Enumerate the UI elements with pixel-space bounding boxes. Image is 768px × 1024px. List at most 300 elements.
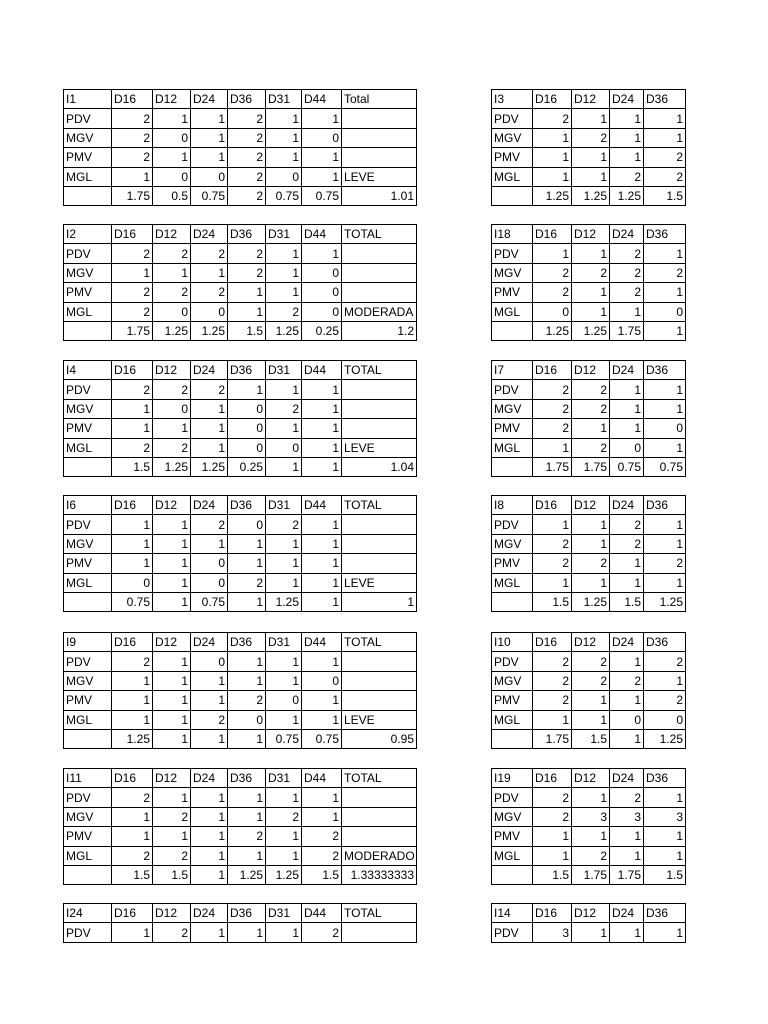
row-label-cell[interactable]: PDV: [492, 244, 533, 263]
column-header-cell[interactable]: D36: [644, 769, 686, 788]
data-cell[interactable]: 1: [112, 399, 153, 418]
data-cell[interactable]: 1: [644, 534, 686, 553]
data-cell[interactable]: 0: [302, 128, 342, 147]
data-cell[interactable]: 1: [572, 788, 610, 807]
column-header-cell[interactable]: D24: [610, 904, 644, 923]
data-cell[interactable]: 1: [191, 671, 228, 690]
column-header-cell[interactable]: I18: [492, 225, 533, 244]
data-cell[interactable]: 1: [610, 554, 644, 573]
data-cell[interactable]: 1: [610, 419, 644, 438]
data-cell[interactable]: 2: [533, 691, 572, 710]
row-label-cell[interactable]: PMV: [492, 827, 533, 846]
data-cell[interactable]: 1: [302, 399, 342, 418]
data-cell[interactable]: 1: [112, 710, 153, 729]
column-header-cell[interactable]: D24: [191, 90, 228, 109]
column-header-cell[interactable]: D12: [572, 769, 610, 788]
data-cell[interactable]: 1: [644, 283, 686, 302]
average-cell[interactable]: 1.2: [342, 321, 417, 340]
data-cell[interactable]: 2: [572, 671, 610, 690]
data-cell[interactable]: 1: [572, 710, 610, 729]
average-cell[interactable]: 1.5: [302, 865, 342, 884]
column-header-cell[interactable]: D36: [644, 904, 686, 923]
data-cell[interactable]: 2: [533, 419, 572, 438]
data-cell[interactable]: 2: [153, 807, 191, 826]
column-header-cell[interactable]: TOTAL: [342, 769, 417, 788]
row-label-cell[interactable]: PDV: [64, 923, 112, 942]
data-cell[interactable]: [342, 691, 417, 710]
data-cell[interactable]: 1: [153, 788, 191, 807]
data-cell[interactable]: 0: [533, 302, 572, 321]
row-label-cell[interactable]: [64, 729, 112, 748]
data-cell[interactable]: 1: [153, 263, 191, 282]
data-cell[interactable]: 3: [533, 923, 572, 942]
data-cell[interactable]: 1: [610, 827, 644, 846]
data-cell[interactable]: 1: [302, 807, 342, 826]
data-cell[interactable]: 0: [302, 671, 342, 690]
row-label-cell[interactable]: [492, 457, 533, 476]
data-cell[interactable]: 2: [228, 109, 266, 128]
data-cell[interactable]: 2: [191, 380, 228, 399]
row-label-cell[interactable]: PMV: [64, 554, 112, 573]
row-label-cell[interactable]: PMV: [64, 419, 112, 438]
column-header-cell[interactable]: D16: [112, 633, 153, 652]
average-cell[interactable]: 0.75: [302, 729, 342, 748]
data-cell[interactable]: 1: [112, 671, 153, 690]
data-cell[interactable]: 1: [191, 788, 228, 807]
data-cell[interactable]: 1: [266, 380, 302, 399]
column-header-cell[interactable]: D44: [302, 496, 342, 515]
data-cell[interactable]: 2: [610, 167, 644, 186]
data-cell[interactable]: 1: [644, 573, 686, 592]
row-label-cell[interactable]: PDV: [492, 380, 533, 399]
data-cell[interactable]: 2: [112, 109, 153, 128]
data-cell[interactable]: 0: [266, 167, 302, 186]
row-label-cell[interactable]: [492, 321, 533, 340]
data-cell[interactable]: 1: [302, 380, 342, 399]
data-cell[interactable]: 2: [112, 283, 153, 302]
data-cell[interactable]: 1: [644, 399, 686, 418]
row-label-cell[interactable]: PDV: [492, 652, 533, 671]
data-cell[interactable]: 1: [266, 263, 302, 282]
data-cell[interactable]: 0: [644, 302, 686, 321]
data-cell[interactable]: 1: [191, 438, 228, 457]
row-label-cell[interactable]: MGV: [492, 128, 533, 147]
data-cell[interactable]: 1: [266, 846, 302, 865]
data-cell[interactable]: 2: [644, 148, 686, 167]
row-label-cell[interactable]: PMV: [492, 148, 533, 167]
average-cell[interactable]: 1: [191, 865, 228, 884]
column-header-cell[interactable]: D12: [153, 496, 191, 515]
data-cell[interactable]: 1: [302, 419, 342, 438]
row-label-cell[interactable]: [64, 321, 112, 340]
data-cell[interactable]: 1: [572, 283, 610, 302]
data-cell[interactable]: 1: [191, 923, 228, 942]
data-cell[interactable]: 0: [228, 710, 266, 729]
data-cell[interactable]: 1: [153, 710, 191, 729]
data-cell[interactable]: 1: [191, 399, 228, 418]
data-cell[interactable]: 0: [302, 283, 342, 302]
column-header-cell[interactable]: D12: [153, 633, 191, 652]
data-cell[interactable]: 1: [191, 534, 228, 553]
data-cell[interactable]: 1: [112, 534, 153, 553]
average-cell[interactable]: 1: [342, 592, 417, 611]
column-header-cell[interactable]: D44: [302, 633, 342, 652]
data-cell[interactable]: 1: [302, 691, 342, 710]
column-header-cell[interactable]: I2: [64, 225, 112, 244]
data-cell[interactable]: 1: [302, 573, 342, 592]
data-cell[interactable]: 0: [610, 710, 644, 729]
data-cell[interactable]: 2: [644, 554, 686, 573]
data-cell[interactable]: 0: [153, 167, 191, 186]
row-label-cell[interactable]: MGL: [492, 846, 533, 865]
data-cell[interactable]: 0: [153, 399, 191, 418]
row-label-cell[interactable]: MGV: [492, 399, 533, 418]
data-cell[interactable]: 1: [302, 438, 342, 457]
data-cell[interactable]: 2: [572, 263, 610, 282]
column-header-cell[interactable]: D12: [572, 90, 610, 109]
column-header-cell[interactable]: D44: [302, 769, 342, 788]
column-header-cell[interactable]: D24: [191, 225, 228, 244]
row-label-cell[interactable]: MGV: [492, 534, 533, 553]
data-cell[interactable]: 2: [191, 283, 228, 302]
average-cell[interactable]: 1: [644, 321, 686, 340]
row-label-cell[interactable]: PDV: [64, 652, 112, 671]
data-cell[interactable]: 1: [302, 167, 342, 186]
data-cell[interactable]: 2: [302, 827, 342, 846]
average-cell[interactable]: 1.5: [112, 457, 153, 476]
data-cell[interactable]: 2: [533, 788, 572, 807]
average-cell[interactable]: 2: [228, 186, 266, 205]
data-cell[interactable]: 1: [302, 554, 342, 573]
row-label-cell[interactable]: [64, 457, 112, 476]
data-cell[interactable]: 2: [153, 283, 191, 302]
data-cell[interactable]: 2: [610, 283, 644, 302]
data-cell[interactable]: 1: [533, 827, 572, 846]
average-cell[interactable]: 0.75: [610, 457, 644, 476]
data-cell[interactable]: [342, 827, 417, 846]
data-cell[interactable]: [342, 283, 417, 302]
column-header-cell[interactable]: I4: [64, 361, 112, 380]
average-cell[interactable]: 1.33333333: [342, 865, 417, 884]
row-label-cell[interactable]: MGV: [492, 807, 533, 826]
data-cell[interactable]: [342, 380, 417, 399]
data-cell[interactable]: [342, 807, 417, 826]
data-cell[interactable]: 2: [644, 652, 686, 671]
data-cell[interactable]: 1: [191, 419, 228, 438]
data-cell[interactable]: 1: [191, 691, 228, 710]
data-cell[interactable]: 1: [266, 827, 302, 846]
data-cell[interactable]: 1: [572, 167, 610, 186]
data-cell[interactable]: 0: [266, 691, 302, 710]
data-cell[interactable]: [342, 534, 417, 553]
column-header-cell[interactable]: D12: [153, 90, 191, 109]
average-cell[interactable]: 1.75: [533, 729, 572, 748]
average-cell[interactable]: 1.5: [533, 865, 572, 884]
column-header-cell[interactable]: TOTAL: [342, 496, 417, 515]
data-cell[interactable]: 2: [644, 263, 686, 282]
column-header-cell[interactable]: D12: [572, 633, 610, 652]
column-header-cell[interactable]: D12: [153, 361, 191, 380]
column-header-cell[interactable]: D12: [572, 361, 610, 380]
data-cell[interactable]: 1: [153, 109, 191, 128]
data-cell[interactable]: 3: [644, 807, 686, 826]
data-cell[interactable]: 0: [191, 167, 228, 186]
data-cell[interactable]: 1: [610, 846, 644, 865]
row-label-cell[interactable]: MGL: [492, 573, 533, 592]
row-label-cell[interactable]: MGL: [64, 846, 112, 865]
data-cell[interactable]: 2: [533, 263, 572, 282]
column-header-cell[interactable]: I3: [492, 90, 533, 109]
row-label-cell[interactable]: MGL: [492, 167, 533, 186]
average-cell[interactable]: 1.5: [572, 729, 610, 748]
average-cell[interactable]: 1.5: [644, 865, 686, 884]
data-cell[interactable]: LEVE: [342, 438, 417, 457]
row-label-cell[interactable]: [492, 186, 533, 205]
data-cell[interactable]: 2: [572, 554, 610, 573]
row-label-cell[interactable]: PMV: [492, 419, 533, 438]
data-cell[interactable]: 2: [533, 399, 572, 418]
data-cell[interactable]: 1: [112, 419, 153, 438]
data-cell[interactable]: 0: [610, 438, 644, 457]
data-cell[interactable]: 2: [228, 827, 266, 846]
data-cell[interactable]: 1: [228, 846, 266, 865]
data-cell[interactable]: 1: [266, 652, 302, 671]
data-cell[interactable]: 1: [302, 515, 342, 534]
average-cell[interactable]: 1.75: [572, 865, 610, 884]
row-label-cell[interactable]: [64, 865, 112, 884]
column-header-cell[interactable]: D31: [266, 633, 302, 652]
column-header-cell[interactable]: I14: [492, 904, 533, 923]
data-cell[interactable]: 1: [533, 438, 572, 457]
data-cell[interactable]: 1: [112, 691, 153, 710]
row-label-cell[interactable]: [492, 865, 533, 884]
average-cell[interactable]: 0.75: [302, 186, 342, 205]
data-cell[interactable]: 1: [610, 148, 644, 167]
data-cell[interactable]: 0: [191, 573, 228, 592]
data-cell[interactable]: 1: [266, 923, 302, 942]
data-cell[interactable]: 2: [302, 923, 342, 942]
average-cell[interactable]: 0.25: [302, 321, 342, 340]
data-cell[interactable]: 2: [153, 923, 191, 942]
column-header-cell[interactable]: D16: [112, 225, 153, 244]
column-header-cell[interactable]: TOTAL: [342, 633, 417, 652]
data-cell[interactable]: 1: [191, 827, 228, 846]
average-cell[interactable]: 1.25: [191, 321, 228, 340]
data-cell[interactable]: 3: [610, 807, 644, 826]
column-header-cell[interactable]: I1: [64, 90, 112, 109]
data-cell[interactable]: 1: [610, 652, 644, 671]
column-header-cell[interactable]: D36: [644, 633, 686, 652]
row-label-cell[interactable]: PDV: [64, 244, 112, 263]
data-cell[interactable]: 1: [302, 534, 342, 553]
row-label-cell[interactable]: [64, 592, 112, 611]
data-cell[interactable]: [342, 419, 417, 438]
data-cell[interactable]: 2: [112, 244, 153, 263]
column-header-cell[interactable]: D16: [112, 496, 153, 515]
average-cell[interactable]: 1.75: [610, 865, 644, 884]
data-cell[interactable]: 2: [228, 244, 266, 263]
data-cell[interactable]: 1: [572, 419, 610, 438]
data-cell[interactable]: 1: [572, 534, 610, 553]
data-cell[interactable]: 1: [112, 923, 153, 942]
data-cell[interactable]: 1: [112, 554, 153, 573]
column-header-cell[interactable]: D16: [112, 361, 153, 380]
average-cell[interactable]: 1.25: [610, 186, 644, 205]
column-header-cell[interactable]: D12: [153, 225, 191, 244]
data-cell[interactable]: 2: [572, 652, 610, 671]
data-cell[interactable]: 1: [572, 827, 610, 846]
data-cell[interactable]: 2: [191, 244, 228, 263]
column-header-cell[interactable]: D36: [228, 496, 266, 515]
data-cell[interactable]: 2: [153, 438, 191, 457]
average-cell[interactable]: 1: [610, 729, 644, 748]
column-header-cell[interactable]: I7: [492, 361, 533, 380]
average-cell[interactable]: 1.75: [112, 186, 153, 205]
average-cell[interactable]: 1.25: [533, 321, 572, 340]
data-cell[interactable]: 2: [153, 380, 191, 399]
row-label-cell[interactable]: MGV: [64, 128, 112, 147]
row-label-cell[interactable]: MGV: [64, 399, 112, 418]
average-cell[interactable]: 1: [228, 592, 266, 611]
column-header-cell[interactable]: D44: [302, 361, 342, 380]
average-cell[interactable]: 1: [153, 729, 191, 748]
row-label-cell[interactable]: PMV: [64, 283, 112, 302]
data-cell[interactable]: 1: [228, 671, 266, 690]
data-cell[interactable]: 1: [266, 128, 302, 147]
column-header-cell[interactable]: D31: [266, 496, 302, 515]
average-cell[interactable]: 0.75: [266, 729, 302, 748]
data-cell[interactable]: 1: [302, 652, 342, 671]
column-header-cell[interactable]: D36: [228, 633, 266, 652]
average-cell[interactable]: 1: [191, 729, 228, 748]
data-cell[interactable]: 1: [228, 923, 266, 942]
data-cell[interactable]: 1: [533, 710, 572, 729]
column-header-cell[interactable]: D24: [610, 90, 644, 109]
data-cell[interactable]: [342, 788, 417, 807]
column-header-cell[interactable]: D16: [533, 904, 572, 923]
data-cell[interactable]: 0: [228, 438, 266, 457]
data-cell[interactable]: 0: [644, 710, 686, 729]
data-cell[interactable]: 2: [112, 148, 153, 167]
data-cell[interactable]: 2: [572, 399, 610, 418]
data-cell[interactable]: 2: [610, 244, 644, 263]
column-header-cell[interactable]: D36: [228, 90, 266, 109]
data-cell[interactable]: 1: [302, 244, 342, 263]
data-cell[interactable]: 2: [112, 128, 153, 147]
column-header-cell[interactable]: D31: [266, 769, 302, 788]
data-cell[interactable]: 0: [644, 419, 686, 438]
column-header-cell[interactable]: D12: [153, 904, 191, 923]
data-cell[interactable]: 0: [191, 554, 228, 573]
column-header-cell[interactable]: D36: [228, 361, 266, 380]
row-label-cell[interactable]: PDV: [492, 109, 533, 128]
row-label-cell[interactable]: PDV: [492, 788, 533, 807]
data-cell[interactable]: 1: [266, 573, 302, 592]
row-label-cell[interactable]: MGV: [492, 263, 533, 282]
column-header-cell[interactable]: D16: [533, 496, 572, 515]
data-cell[interactable]: 1: [153, 691, 191, 710]
data-cell[interactable]: 1: [644, 923, 686, 942]
average-cell[interactable]: 1.25: [572, 592, 610, 611]
data-cell[interactable]: 2: [266, 302, 302, 321]
data-cell[interactable]: 1: [266, 534, 302, 553]
average-cell[interactable]: 1: [302, 592, 342, 611]
average-cell[interactable]: 1.75: [572, 457, 610, 476]
average-cell[interactable]: 1.75: [533, 457, 572, 476]
average-cell[interactable]: 1.25: [572, 321, 610, 340]
column-header-cell[interactable]: D16: [533, 769, 572, 788]
data-cell[interactable]: 2: [644, 167, 686, 186]
column-header-cell[interactable]: D36: [644, 90, 686, 109]
column-header-cell[interactable]: D36: [644, 225, 686, 244]
data-cell[interactable]: 1: [610, 302, 644, 321]
data-cell[interactable]: 1: [610, 380, 644, 399]
row-label-cell[interactable]: [64, 186, 112, 205]
average-cell[interactable]: 1.5: [610, 592, 644, 611]
data-cell[interactable]: 1: [610, 573, 644, 592]
data-cell[interactable]: LEVE: [342, 573, 417, 592]
column-header-cell[interactable]: D24: [610, 633, 644, 652]
average-cell[interactable]: 0.75: [644, 457, 686, 476]
row-label-cell[interactable]: PMV: [492, 554, 533, 573]
data-cell[interactable]: 1: [302, 788, 342, 807]
data-cell[interactable]: [342, 923, 417, 942]
average-cell[interactable]: 0.75: [191, 186, 228, 205]
row-label-cell[interactable]: MGL: [64, 167, 112, 186]
data-cell[interactable]: 1: [112, 515, 153, 534]
average-cell[interactable]: 1.04: [342, 457, 417, 476]
data-cell[interactable]: 1: [533, 846, 572, 865]
data-cell[interactable]: 2: [266, 399, 302, 418]
data-cell[interactable]: 1: [302, 710, 342, 729]
column-header-cell[interactable]: D12: [572, 496, 610, 515]
row-label-cell[interactable]: PDV: [64, 788, 112, 807]
data-cell[interactable]: [342, 148, 417, 167]
data-cell[interactable]: 1: [191, 128, 228, 147]
data-cell[interactable]: 1: [533, 148, 572, 167]
data-cell[interactable]: 2: [266, 515, 302, 534]
column-header-cell[interactable]: I8: [492, 496, 533, 515]
data-cell[interactable]: [342, 671, 417, 690]
data-cell[interactable]: 1: [112, 263, 153, 282]
data-cell[interactable]: 1: [533, 244, 572, 263]
data-cell[interactable]: 3: [572, 807, 610, 826]
data-cell[interactable]: 1: [533, 128, 572, 147]
row-label-cell[interactable]: MGV: [492, 671, 533, 690]
data-cell[interactable]: 1: [153, 515, 191, 534]
column-header-cell[interactable]: D36: [228, 225, 266, 244]
data-cell[interactable]: 1: [610, 691, 644, 710]
data-cell[interactable]: 0: [191, 652, 228, 671]
data-cell[interactable]: 1: [191, 109, 228, 128]
data-cell[interactable]: LEVE: [342, 710, 417, 729]
data-cell[interactable]: 2: [533, 109, 572, 128]
average-cell[interactable]: 1.01: [342, 186, 417, 205]
column-header-cell[interactable]: D31: [266, 904, 302, 923]
data-cell[interactable]: 2: [533, 534, 572, 553]
row-label-cell[interactable]: MGL: [64, 573, 112, 592]
data-cell[interactable]: 1: [153, 827, 191, 846]
data-cell[interactable]: [342, 263, 417, 282]
data-cell[interactable]: 2: [228, 167, 266, 186]
average-cell[interactable]: 1: [228, 729, 266, 748]
data-cell[interactable]: [342, 128, 417, 147]
data-cell[interactable]: 2: [572, 128, 610, 147]
data-cell[interactable]: 0: [153, 128, 191, 147]
data-cell[interactable]: 1: [153, 573, 191, 592]
row-label-cell[interactable]: [492, 592, 533, 611]
data-cell[interactable]: 2: [228, 691, 266, 710]
